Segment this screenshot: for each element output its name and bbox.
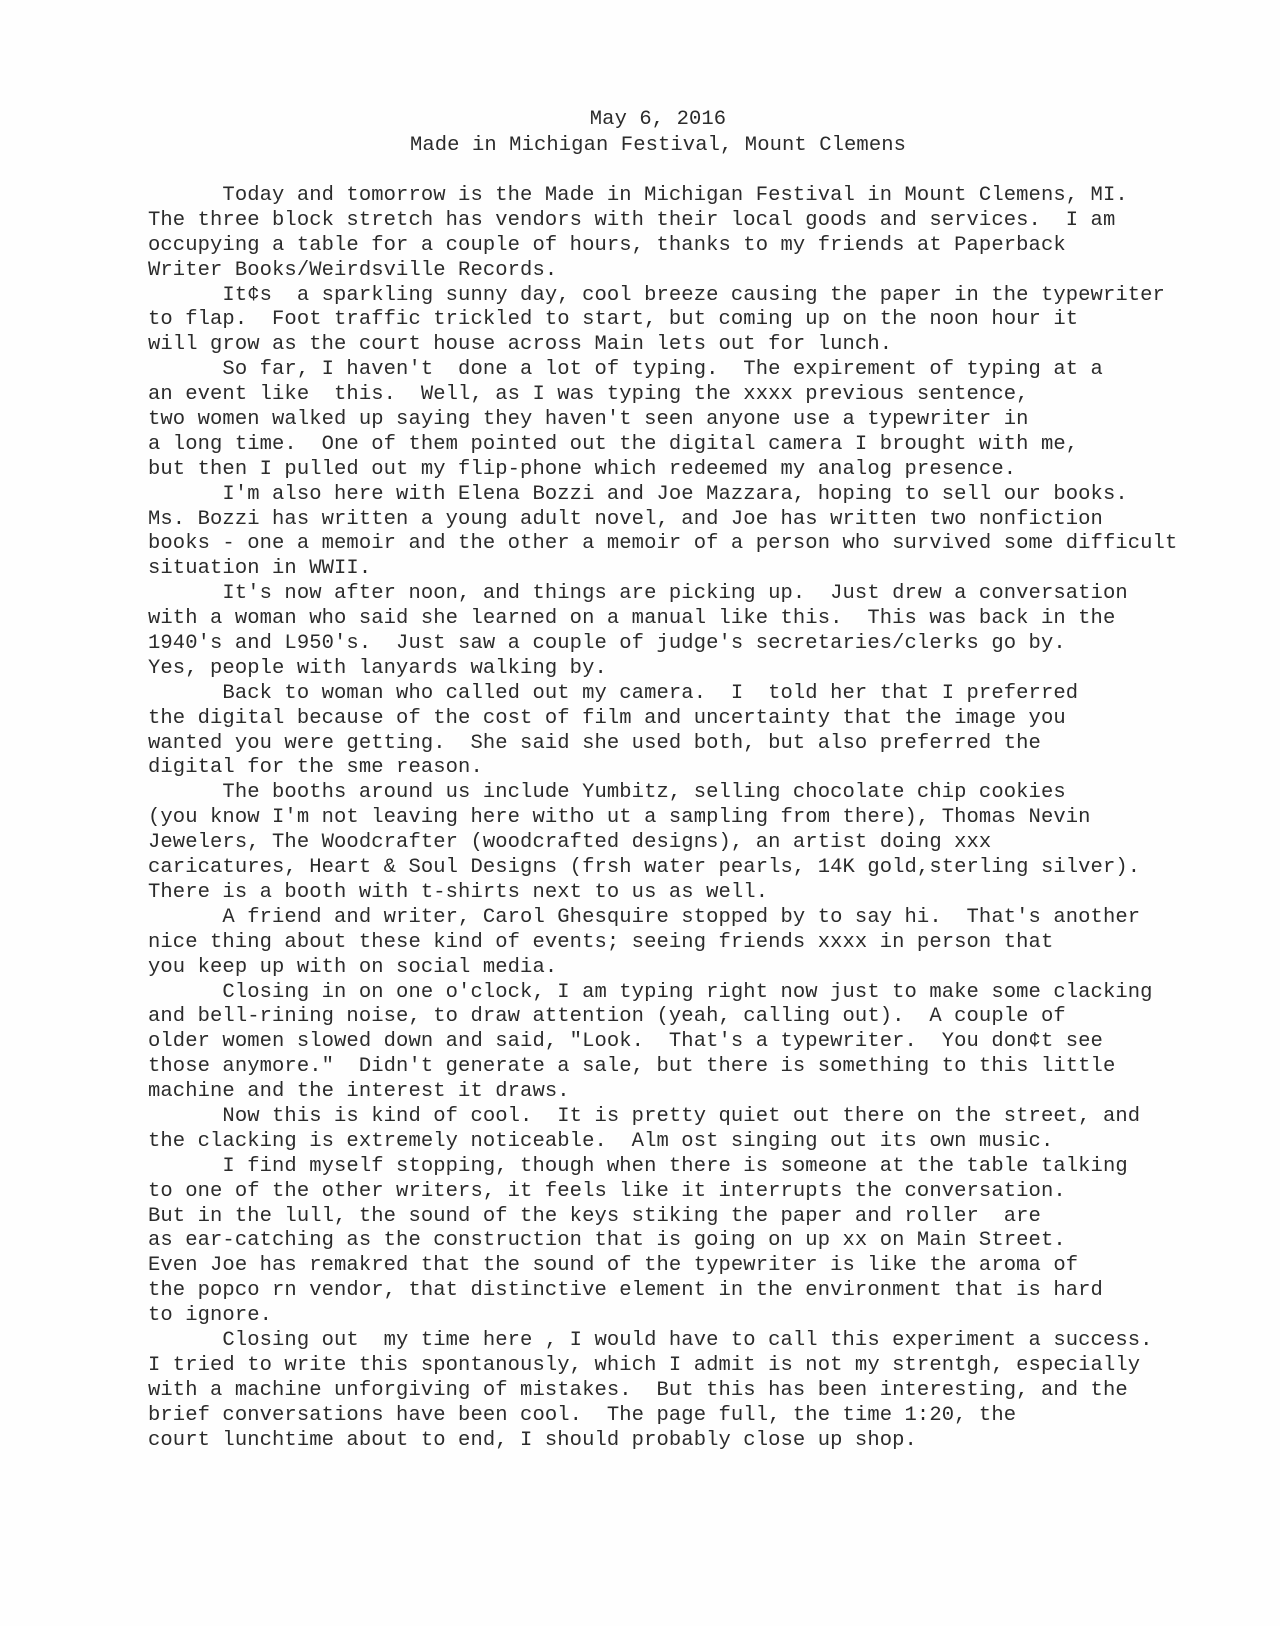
body-line: I tried to write this spontanously, which I admit is not my strentgh, especially bbox=[148, 1353, 1141, 1377]
body-line: older women slowed down and said, "Look. That's a typewriter. You don¢t see bbox=[148, 1030, 1103, 1054]
entry-location: Made in Michigan Festival, Mount Clemens bbox=[409, 134, 907, 157]
body-line: It¢s a sparkling sunny day, cool breeze causing the paper in the typewriter bbox=[148, 283, 1165, 307]
body-line: those anymore." Didn't generate a sale, but there is something to this little bbox=[148, 1055, 1116, 1079]
body-line: brief conversations have been cool. The page full, the time 1:20, the bbox=[148, 1403, 1017, 1427]
entry-date: May 6, 2016 bbox=[589, 108, 727, 131]
body-line: Jewelers, The Woodcrafter (woodcrafted designs), an artist doing xxx bbox=[148, 831, 992, 855]
body-line: and bell-rining noise, to draw attention (yeah, calling out). A couple of bbox=[148, 1005, 1066, 1029]
body-line: but then I pulled out my flip-phone which redeemed my analog presence. bbox=[148, 457, 1017, 481]
body-line: A friend and writer, Carol Ghesquire stopped by to say hi. That's another bbox=[148, 905, 1141, 929]
body-line: Today and tomorrow is the Made in Michigan Festival in Mount Clemens, MI. bbox=[148, 184, 1128, 207]
body-line: There is a booth with t-shirts next to us as well. bbox=[148, 880, 769, 904]
body-line: you keep up with on social media. bbox=[148, 955, 558, 979]
body-line: books - one a memoir and the other a memoir of a person who survived some difficult bbox=[148, 532, 1178, 556]
body-line: I'm also here with Elena Bozzi and Joe Mazzara, hoping to sell our books. bbox=[148, 482, 1128, 506]
body-line: The three block stretch has vendors with their local goods and services. I am bbox=[148, 208, 1116, 232]
body-line: So far, I haven't done a lot of typing. The expirement of typing at a bbox=[148, 358, 1103, 382]
body-line: nice thing about these kind of events; seeing friends xxxx in person that bbox=[148, 930, 1054, 954]
body-line: as ear-catching as the construction that is going on up xx on Main Street. bbox=[148, 1229, 1066, 1253]
body-line: with a machine unforgiving of mistakes. But this has been interesting, and the bbox=[148, 1378, 1128, 1402]
body-line: the popco rn vendor, that distinctive element in the environment that is hard bbox=[148, 1279, 1103, 1303]
body-line: Closing out my time here , I would have to call this experiment a success. bbox=[148, 1328, 1153, 1352]
body-line: But in the lull, the sound of the keys stiking the paper and roller are bbox=[148, 1204, 1041, 1228]
body-line: the clacking is extremely noticeable. Alm ost singing out its own music. bbox=[148, 1129, 1054, 1153]
body-line: Now this is kind of cool. It is pretty quiet out there on the street, and bbox=[148, 1104, 1141, 1128]
body-line: court lunchtime about to end, I should probably close up shop. bbox=[148, 1428, 917, 1452]
body-line: occupying a table for a couple of hours, thanks to my friends at Paperback bbox=[148, 233, 1066, 257]
body-line: two women walked up saying they haven't seen anyone use a typewriter in bbox=[148, 408, 1029, 432]
body-line: I find myself stopping, though when there is someone at the table talking bbox=[148, 1154, 1128, 1178]
body-line: caricatures, Heart & Soul Designs (frsh water pearls, 14K gold,sterling silver). bbox=[148, 856, 1141, 880]
body-line: Closing in on one o'clock, I am typing right now just to make some clacking bbox=[148, 980, 1153, 1004]
body-line: Yes, people with lanyards walking by. bbox=[148, 656, 607, 680]
body-line: 1940's and L950's. Just saw a couple of judge's secretaries/clerks go by. bbox=[148, 632, 1066, 656]
body-line: digital for the sme reason. bbox=[148, 756, 483, 780]
body-line: to ignore. bbox=[148, 1304, 273, 1328]
body-line: a long time. One of them pointed out the digital camera I brought with me, bbox=[148, 432, 1079, 456]
body-line: machine and the interest it draws. bbox=[148, 1080, 570, 1104]
body-line: to flap. Foot traffic trickled to start, but coming up on the noon hour it bbox=[148, 308, 1079, 332]
body-line: The booths around us include Yumbitz, selling chocolate chip cookies bbox=[148, 781, 1066, 805]
body-line: situation in WWII. bbox=[148, 557, 372, 581]
body-line: Ms. Bozzi has written a young adult novel, and Joe has written two nonfiction bbox=[148, 507, 1103, 531]
body-line: Back to woman who called out my camera. I told her that I preferred bbox=[148, 681, 1079, 705]
body-line: Writer Books/Weirdsville Records. bbox=[148, 258, 558, 282]
body-line: to one of the other writers, it feels like it interrupts the conversation. bbox=[148, 1179, 1066, 1203]
body-line: an event like this. Well, as I was typing the xxxx previous sentence, bbox=[148, 383, 1029, 407]
body-line: will grow as the court house across Main lets out for lunch. bbox=[148, 333, 893, 357]
body-line: the digital because of the cost of film and uncertainty that the image you bbox=[148, 706, 1066, 730]
body-line: Even Joe has remakred that the sound of the typewriter is like the aroma of bbox=[148, 1254, 1079, 1278]
entry-body bbox=[148, 184, 1258, 1453]
body-line: It's now after noon, and things are picking up. Just drew a conversation bbox=[148, 582, 1128, 606]
body-line: wanted you were getting. She said she used both, but also preferred the bbox=[148, 731, 1041, 755]
body-line: (you know I'm not leaving here witho ut a sampling from there), Thomas Nevin bbox=[148, 806, 1091, 830]
body-line: with a woman who said she learned on a manual like this. This was back in the bbox=[148, 607, 1116, 631]
